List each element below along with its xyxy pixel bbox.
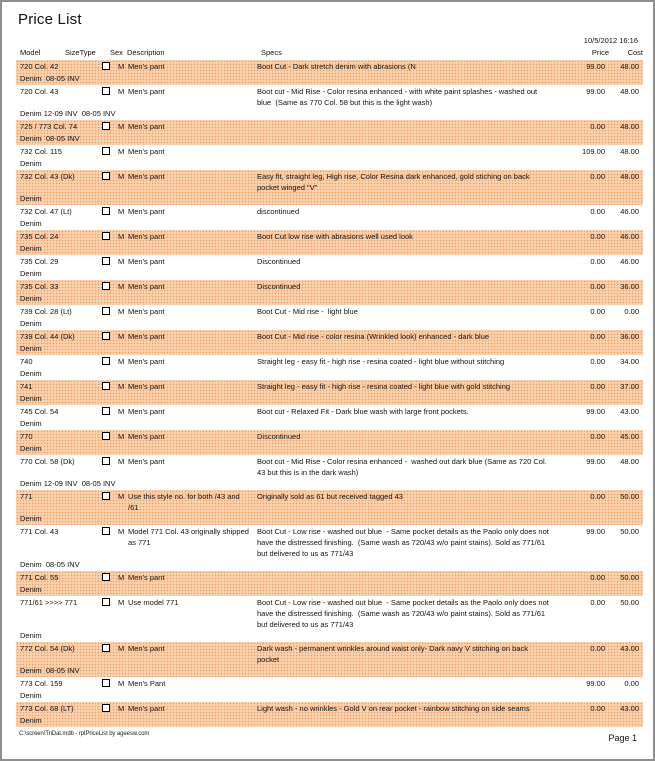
- record-category: Denim: [20, 244, 42, 253]
- record-sex: M: [118, 407, 125, 416]
- size-type-checkbox[interactable]: [102, 432, 110, 440]
- record-detail-row: [16, 305, 643, 318]
- record-specs: Boot Cut - Mid rise - light blue: [257, 307, 358, 316]
- record-description: Use model 771: [128, 598, 179, 607]
- record-detail-row: [16, 255, 643, 268]
- record-cost: 43.00: [620, 407, 639, 416]
- record-price: 99.00: [586, 679, 605, 688]
- price-list-record: [16, 170, 643, 205]
- record-category: Denim: [20, 219, 42, 228]
- record-detail-row: [16, 85, 643, 108]
- record-model: 773 Col. 68 (LT): [20, 704, 74, 713]
- record-category: Denim: [20, 269, 42, 278]
- record-cost: 48.00: [620, 87, 639, 96]
- footer-page-number: Page 1: [608, 733, 637, 743]
- record-price: 99.00: [586, 407, 605, 416]
- size-type-checkbox[interactable]: [102, 172, 110, 180]
- record-sex: M: [118, 527, 125, 536]
- record-description: Men's Pant: [128, 679, 166, 688]
- record-price: 0.00: [590, 257, 605, 266]
- size-type-checkbox[interactable]: [102, 282, 110, 290]
- size-type-cell: [102, 381, 118, 393]
- record-category: Denim: [20, 444, 42, 453]
- record-cost: 46.00: [620, 207, 639, 216]
- size-type-cell: [102, 526, 118, 538]
- price-list-record: [16, 330, 643, 355]
- size-type-cell: [102, 306, 118, 318]
- record-cost: 46.00: [620, 232, 639, 241]
- record-category: Denim 08-05 INV: [20, 560, 80, 569]
- record-detail-row: [16, 60, 643, 73]
- record-category: Denim: [20, 294, 42, 303]
- record-category: Denim: [20, 319, 42, 328]
- record-specs: Boot Cut - Low rise - washed out blue - Same pocket details as the Paolo only does not have the distressed finishing. (Same wash as 720/43 w/o paint stains). Sold as 771/61 but delivered to us as 771/43: [257, 598, 551, 629]
- size-type-cell: [102, 171, 118, 183]
- record-description: Men's pant: [128, 257, 165, 266]
- record-specs: Light wash - no wrinkles - Gold V on rear pocket - rainbow stitching on side seams: [257, 704, 530, 713]
- size-type-checkbox[interactable]: [102, 457, 110, 465]
- record-price: 0.00: [590, 307, 605, 316]
- record-price: 99.00: [586, 457, 605, 466]
- record-sex: M: [118, 492, 125, 501]
- record-detail-row: [16, 525, 643, 559]
- record-detail-row: [16, 405, 643, 418]
- record-cost: 48.00: [620, 457, 639, 466]
- record-model: 773 Col. 159: [20, 679, 63, 688]
- size-type-checkbox[interactable]: [102, 573, 110, 581]
- size-type-cell: [102, 256, 118, 268]
- size-type-checkbox[interactable]: [102, 527, 110, 535]
- record-description: Men's pant: [128, 704, 165, 713]
- record-model: 739 Col. 44 (Dk): [20, 332, 75, 341]
- price-list-record: [16, 702, 643, 727]
- record-cost: 36.00: [620, 332, 639, 341]
- record-cost: 34.00: [620, 357, 639, 366]
- record-model: 735 Col. 29: [20, 257, 59, 266]
- record-description: Use this style no. for both /43 and /61: [128, 492, 242, 512]
- record-sex: M: [118, 332, 125, 341]
- record-model: 771 Col. 43: [20, 527, 59, 536]
- record-sex: M: [118, 257, 125, 266]
- record-description: Men's pant: [128, 407, 165, 416]
- price-list-record: [16, 305, 643, 330]
- record-cost: 46.00: [620, 257, 639, 266]
- record-sex: M: [118, 122, 125, 131]
- price-list-record: [16, 230, 643, 255]
- record-sex: M: [118, 704, 125, 713]
- record-price: 0.00: [590, 232, 605, 241]
- price-list-record: [16, 145, 643, 170]
- record-specs: Discontinued: [257, 282, 301, 291]
- record-category: Denim: [20, 585, 42, 594]
- price-list-record: [16, 205, 643, 230]
- record-detail-row: [16, 120, 643, 133]
- record-sex: M: [118, 573, 125, 582]
- price-list-record: [16, 255, 643, 280]
- record-specs: Boot cut - Mid Rise - Color resina enhanced - with white paint splashes - washed out blue (Same as 770 Col. 58 but this is the light wash): [257, 87, 540, 107]
- record-detail-row: [16, 596, 643, 630]
- record-specs: Boot Cut - Low rise - washed out blue - Same pocket details as the Paolo only does not have the distressed finishing. (Same wash as 720/43 w/o paint stains). Sold as 771/61 but delivered to us as 771/43: [257, 527, 551, 558]
- price-list-record: [16, 60, 643, 85]
- price-list-record: [16, 642, 643, 677]
- record-detail-row: [16, 430, 643, 443]
- record-category: Denim: [20, 716, 42, 725]
- record-model: 770 Col. 58 (Dk): [20, 457, 75, 466]
- record-description: Model 771 Col. 43 originally shipped as 771: [128, 527, 252, 547]
- header-sex: Sex: [110, 48, 123, 57]
- price-list-record: [16, 355, 643, 380]
- header-size-type: SizeType: [65, 48, 96, 57]
- record-specs: Dark wash - permanent wrinkles around waist only- Dark navy V stitching on back pocket: [257, 644, 531, 664]
- record-sex: M: [118, 87, 125, 96]
- record-price: 0.00: [590, 332, 605, 341]
- record-category: Denim 08-05 INV: [20, 134, 80, 143]
- price-list-record: [16, 677, 643, 702]
- record-detail-row: [16, 280, 643, 293]
- record-detail-row: [16, 205, 643, 218]
- record-specs: Boot Cut - Dark stretch denim with abrasions (N: [257, 62, 416, 71]
- record-model: 772 Col. 54 (Dk): [20, 644, 75, 653]
- record-price: 0.00: [590, 644, 605, 653]
- record-description: Men's pant: [128, 87, 165, 96]
- price-list-record: [16, 280, 643, 305]
- record-description: Men's pant: [128, 122, 165, 131]
- record-cost: 43.00: [620, 644, 639, 653]
- size-type-checkbox[interactable]: [102, 207, 110, 215]
- record-category: Denim: [20, 344, 42, 353]
- record-model: 745 Col. 54: [20, 407, 59, 416]
- record-cost: 48.00: [620, 147, 639, 156]
- size-type-checkbox[interactable]: [102, 147, 110, 155]
- size-type-checkbox[interactable]: [102, 87, 110, 95]
- record-model: 732 Col. 43 (Dk): [20, 172, 75, 181]
- record-specs: Discontinued: [257, 257, 301, 266]
- record-sex: M: [118, 282, 125, 291]
- record-cost: 50.00: [620, 527, 639, 536]
- size-type-checkbox[interactable]: [102, 332, 110, 340]
- record-specs: Straight leg - easy fit - high rise - resina coated - light blue with gold stitching: [257, 382, 511, 391]
- record-sex: M: [118, 207, 125, 216]
- record-detail-row: [16, 330, 643, 343]
- price-list-record: [16, 405, 643, 430]
- record-detail-row: [16, 455, 643, 478]
- size-type-checkbox[interactable]: [102, 704, 110, 712]
- record-description: Men's pant: [128, 382, 165, 391]
- record-model: 741: [20, 382, 33, 391]
- size-type-cell: [102, 86, 118, 98]
- record-sex: M: [118, 382, 125, 391]
- record-detail-row: [16, 145, 643, 158]
- record-detail-row: [16, 355, 643, 368]
- record-specs: Boot Cut - Mid rise - color resina (Wrinkled look) enhanced - dark blue: [257, 332, 490, 341]
- record-description: Men's pant: [128, 332, 165, 341]
- size-type-cell: [102, 597, 118, 609]
- record-sex: M: [118, 598, 125, 607]
- size-type-cell: [102, 356, 118, 368]
- size-type-checkbox[interactable]: [102, 357, 110, 365]
- record-model: 732 Col. 115: [20, 147, 62, 156]
- record-price: 0.00: [590, 598, 605, 607]
- record-detail-row: [16, 702, 643, 715]
- record-detail-row: [16, 571, 643, 584]
- record-specs: Originally sold as 61 but received tagged 43: [257, 492, 403, 501]
- record-price: 99.00: [586, 87, 605, 96]
- record-cost: 43.00: [620, 704, 639, 713]
- size-type-cell: [102, 206, 118, 218]
- size-type-cell: [102, 406, 118, 418]
- record-sex: M: [118, 147, 125, 156]
- record-specs: Discontinued: [257, 432, 301, 441]
- record-sex: M: [118, 457, 125, 466]
- price-list-record: [16, 596, 643, 642]
- record-specs: Easy fit, straight leg, High rise, Color Resina dark enhanced, gold stiching on back pocket winged "V": [257, 172, 532, 192]
- size-type-cell: [102, 643, 118, 655]
- price-list-record: [16, 380, 643, 405]
- record-description: Men's pant: [128, 62, 165, 71]
- record-sex: M: [118, 62, 125, 71]
- record-sex: M: [118, 679, 125, 688]
- record-description: Men's pant: [128, 357, 165, 366]
- record-sex: M: [118, 357, 125, 366]
- record-category: Denim 12-09 INV 08-05 INV: [20, 479, 116, 488]
- record-description: Men's pant: [128, 644, 165, 653]
- record-model: 732 Col. 47 (Lt): [20, 207, 72, 216]
- record-category: Denim: [20, 631, 42, 640]
- size-type-cell: [102, 231, 118, 243]
- size-type-cell: [102, 121, 118, 133]
- record-specs: Straight leg - easy fit - high rise - resina coated - light blue without stitching: [257, 357, 505, 366]
- record-price: 0.00: [590, 432, 605, 441]
- header-model: Model: [20, 48, 41, 57]
- record-price: 0.00: [590, 282, 605, 291]
- header-price: Price: [591, 48, 609, 57]
- size-type-cell: [102, 431, 118, 443]
- record-category: Denim: [20, 159, 42, 168]
- table-header-row: [16, 48, 643, 60]
- record-specs: Boot cut - Mid Rise - Color resina enhanced - washed out dark blue (Same as 720 Col. 43 but this is in the dark wash): [257, 457, 549, 477]
- record-cost: 0.00: [624, 679, 639, 688]
- record-specs: Boot cut - Relaxed Fit - Dark blue wash with large front pockets.: [257, 407, 469, 416]
- record-detail-row: [16, 677, 643, 690]
- record-model: 771: [20, 492, 33, 501]
- price-list-record: [16, 525, 643, 571]
- size-type-checkbox[interactable]: [102, 382, 110, 390]
- price-list-record: [16, 85, 643, 120]
- record-sex: M: [118, 232, 125, 241]
- record-cost: 37.00: [620, 382, 639, 391]
- record-model: 735 Col. 24: [20, 232, 59, 241]
- record-model: 725 / 773 Col. 74: [20, 122, 78, 131]
- record-cost: 45.00: [620, 432, 639, 441]
- record-description: Men's pant: [128, 172, 165, 181]
- size-type-cell: [102, 281, 118, 293]
- size-type-checkbox[interactable]: [102, 679, 110, 687]
- record-model: 740: [20, 357, 33, 366]
- record-category: Denim: [20, 194, 42, 203]
- record-category: Denim 08-05 INV: [20, 666, 80, 675]
- size-type-checkbox[interactable]: [102, 307, 110, 315]
- price-list-record: [16, 120, 643, 145]
- price-list-record: [16, 455, 643, 490]
- size-type-cell: [102, 146, 118, 158]
- header-cost: Cost: [627, 48, 643, 57]
- record-price: 0.00: [590, 207, 605, 216]
- record-description: Men's pant: [128, 457, 165, 466]
- record-cost: 50.00: [620, 598, 639, 607]
- record-description: Men's pant: [128, 307, 165, 316]
- record-category: Denim: [20, 514, 42, 523]
- record-category: Denim: [20, 394, 42, 403]
- record-description: Men's pant: [128, 147, 165, 156]
- record-category: Denim: [20, 369, 42, 378]
- record-model: 771/61 >>>> 771: [20, 598, 78, 607]
- record-model: 720 Col. 43: [20, 87, 59, 96]
- price-list-record: [16, 430, 643, 455]
- size-type-cell: [102, 456, 118, 468]
- record-price: 0.00: [590, 382, 605, 391]
- price-list-record: [16, 571, 643, 596]
- record-category: Denim: [20, 691, 42, 700]
- record-description: Men's pant: [128, 232, 165, 241]
- record-price: 109.00: [582, 147, 605, 156]
- size-type-cell: [102, 678, 118, 690]
- record-model: 739 Col. 28 (Lt): [20, 307, 72, 316]
- size-type-checkbox[interactable]: [102, 492, 110, 500]
- record-price: 0.00: [590, 492, 605, 501]
- record-sex: M: [118, 644, 125, 653]
- record-cost: 50.00: [620, 573, 639, 582]
- record-detail-row: [16, 490, 643, 513]
- record-cost: 36.00: [620, 282, 639, 291]
- record-cost: 48.00: [620, 62, 639, 71]
- record-model: 771 Col. 55: [20, 573, 59, 582]
- record-specs: discontinued: [257, 207, 300, 216]
- record-detail-row: [16, 380, 643, 393]
- size-type-cell: [102, 61, 118, 73]
- record-sex: M: [118, 432, 125, 441]
- price-list-table: [16, 48, 643, 727]
- record-detail-row: [16, 642, 643, 665]
- size-type-checkbox[interactable]: [102, 257, 110, 265]
- record-description: Men's pant: [128, 282, 165, 291]
- header-specs: Specs: [261, 48, 282, 57]
- size-type-checkbox[interactable]: [102, 122, 110, 130]
- record-specs: Boot Cut low rise with abrasions well used look: [257, 232, 413, 241]
- record-cost: 50.00: [620, 492, 639, 501]
- size-type-cell: [102, 703, 118, 715]
- record-list: [16, 60, 643, 727]
- size-type-cell: [102, 491, 118, 503]
- record-price: 99.00: [586, 527, 605, 536]
- size-type-cell: [102, 331, 118, 343]
- record-category: Denim 12-09 INV 08-05 INV: [20, 109, 116, 118]
- record-description: Men's pant: [128, 573, 165, 582]
- record-cost: 48.00: [620, 172, 639, 181]
- record-model: 720 Col. 42: [20, 62, 59, 71]
- page-title: Price List: [18, 11, 82, 28]
- record-model: 770: [20, 432, 33, 441]
- record-price: 0.00: [590, 573, 605, 582]
- record-description: Men's pant: [128, 207, 165, 216]
- record-sex: M: [118, 307, 125, 316]
- record-price: 0.00: [590, 704, 605, 713]
- record-category: Denim: [20, 419, 42, 428]
- record-detail-row: [16, 230, 643, 243]
- record-description: Men's pant: [128, 432, 165, 441]
- record-detail-row: [16, 170, 643, 193]
- record-model: 735 Col. 33: [20, 282, 59, 291]
- record-price: 0.00: [590, 357, 605, 366]
- record-cost: 48.00: [620, 122, 639, 131]
- size-type-checkbox[interactable]: [102, 62, 110, 70]
- footer-file-path: C:\screen\TriDat.mdb - rptPriceList by ageesw.com: [19, 731, 150, 737]
- price-list-record: [16, 490, 643, 525]
- size-type-cell: [102, 572, 118, 584]
- size-type-checkbox[interactable]: [102, 407, 110, 415]
- record-sex: M: [118, 172, 125, 181]
- record-category: Denim 08-05 INV: [20, 74, 80, 83]
- size-type-checkbox[interactable]: [102, 644, 110, 652]
- record-price: 99.00: [586, 62, 605, 71]
- record-price: 0.00: [590, 172, 605, 181]
- record-price: 0.00: [590, 122, 605, 131]
- size-type-checkbox[interactable]: [102, 232, 110, 240]
- record-cost: 0.00: [624, 307, 639, 316]
- size-type-checkbox[interactable]: [102, 598, 110, 606]
- header-description: Description: [127, 48, 165, 57]
- report-datetime: 10/5/2012 16:16: [583, 36, 638, 45]
